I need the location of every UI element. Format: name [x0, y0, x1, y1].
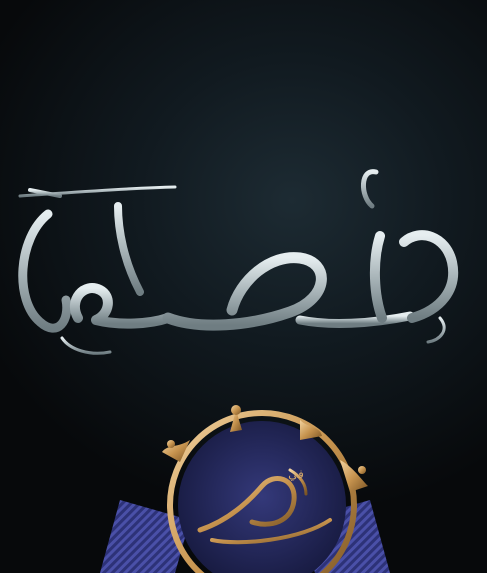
- calligraphy-title: [20, 172, 453, 354]
- emblem-disc: [178, 421, 346, 573]
- emblem-main-word: رمضان: [260, 560, 264, 561]
- emblem-small-word: في: [288, 467, 304, 481]
- ramadan-emblem: [100, 405, 390, 573]
